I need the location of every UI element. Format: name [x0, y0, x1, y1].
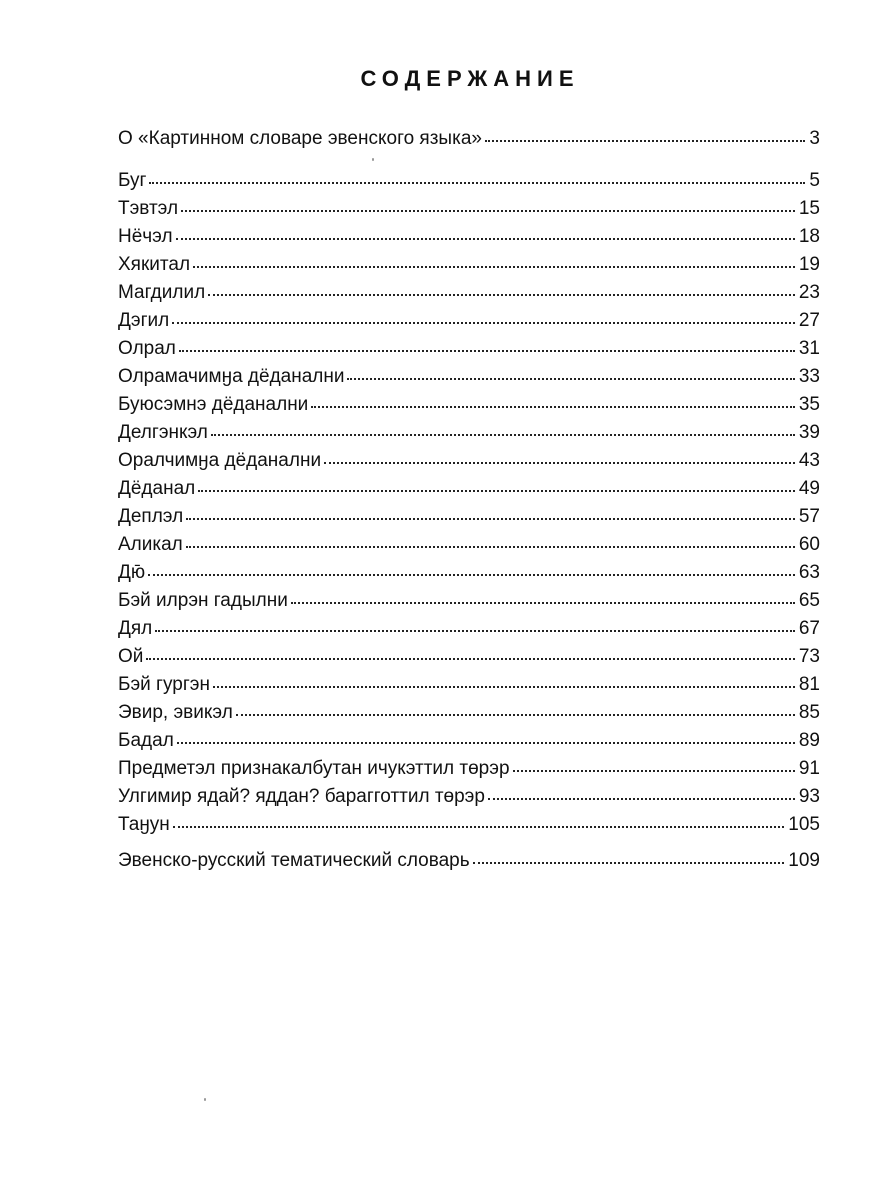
- toc-entry-title: Буюсэмнэ дёданални: [118, 394, 309, 415]
- toc-entry-page-number: 105: [788, 814, 820, 835]
- toc-entry: [118, 560, 820, 584]
- toc-entry-page-number: 91: [798, 758, 820, 779]
- toc-entry: [118, 672, 820, 696]
- toc-entry-title: О «Картинном словаре эвенского языка»: [118, 128, 482, 149]
- toc-entry-title: Эвир, эвикэл: [118, 702, 233, 723]
- toc-entry-page-number: 15: [798, 198, 820, 219]
- toc-entry: [118, 616, 820, 640]
- toc-entry-page-number: 57: [798, 506, 820, 527]
- toc-entry: [118, 336, 820, 360]
- dot-leader: [208, 280, 795, 298]
- dot-leader: [513, 756, 795, 774]
- toc-entry-title: Хякитал: [118, 254, 191, 275]
- toc-entry: [118, 588, 820, 612]
- dot-leader: [347, 364, 794, 382]
- toc-entry-page-number: 27: [798, 310, 820, 331]
- dot-leader: [291, 588, 795, 606]
- toc-entry: [118, 848, 820, 872]
- toc-entry-page-number: 109: [788, 850, 820, 871]
- toc-entry-page-number: 60: [798, 534, 820, 555]
- toc-entry-title: Олрамачимӈа дёданални: [118, 366, 345, 387]
- dot-leader: [177, 728, 795, 746]
- toc-entry-page-number: 35: [798, 394, 820, 415]
- dot-leader: [176, 224, 795, 242]
- toc-entry: [118, 168, 820, 192]
- dot-leader: [186, 504, 795, 522]
- toc-entry: [118, 448, 820, 472]
- dot-leader: [473, 848, 785, 866]
- toc-entry-page-number: 67: [798, 618, 820, 639]
- dot-leader: [213, 672, 795, 690]
- dot-leader: [149, 168, 805, 186]
- dot-leader: [236, 700, 795, 718]
- toc-entry-page-number: 23: [798, 282, 820, 303]
- toc-entry: [118, 364, 820, 388]
- toc-entry-title: Бэй гургэн: [118, 674, 210, 695]
- toc-entry-page-number: 89: [798, 730, 820, 751]
- toc-entry-title: Оралчимӈа дёданални: [118, 450, 322, 471]
- toc-entry-page-number: 65: [798, 590, 820, 611]
- toc-entry-title: Бэй илрэн гадылни: [118, 590, 288, 611]
- toc-entry: [118, 532, 820, 556]
- toc-entry-page-number: 33: [798, 366, 820, 387]
- toc-entry: [118, 308, 820, 332]
- toc-entry-title: Магдилил: [118, 282, 206, 303]
- toc-entry-page-number: 18: [798, 226, 820, 247]
- toc-entry-title: Бадал: [118, 730, 174, 751]
- dot-leader: [324, 448, 795, 466]
- dot-leader: [148, 560, 795, 578]
- toc-entry-title: Дёданал: [118, 478, 196, 499]
- dot-leader: [193, 252, 795, 270]
- dot-leader: [311, 392, 795, 410]
- toc-entry: [118, 756, 820, 780]
- scan-speck: [372, 158, 374, 161]
- dot-leader: [485, 126, 805, 144]
- toc-entry-page-number: 73: [798, 646, 820, 667]
- toc-entry-title: Улгимир ядай? яддан? барагготтил төрэр: [118, 786, 485, 807]
- toc-entry-title: Таӈун: [118, 814, 170, 835]
- dot-leader: [211, 420, 795, 438]
- toc-entry-page-number: 31: [798, 338, 820, 359]
- toc-entry-page-number: 5: [809, 170, 820, 191]
- dot-leader: [173, 812, 784, 830]
- toc-entry-title: Деплэл: [118, 506, 184, 527]
- toc-entry-title: Предметэл признакалбутан ичукэттил төрэр: [118, 758, 510, 779]
- dot-leader: [146, 644, 794, 662]
- toc-entry: [118, 476, 820, 500]
- toc-entry: [118, 644, 820, 668]
- toc-entry: [118, 812, 820, 836]
- toc-entry-title: Делгэнкэл: [118, 422, 208, 443]
- toc-entry-page-number: 3: [809, 128, 820, 149]
- toc-entry: [118, 392, 820, 416]
- toc-entry-page-number: 63: [798, 562, 820, 583]
- toc-entry: [118, 126, 820, 150]
- toc-entry-title: Нёчэл: [118, 226, 173, 247]
- toc-entry-title: Тэвтэл: [118, 198, 179, 219]
- dot-leader: [186, 532, 795, 550]
- dot-leader: [488, 784, 795, 802]
- toc-entry: [118, 728, 820, 752]
- dot-leader: [198, 476, 795, 494]
- toc-entry-page-number: 81: [798, 674, 820, 695]
- toc-entry: [118, 252, 820, 276]
- dot-leader: [172, 308, 795, 326]
- toc-entry-page-number: 93: [798, 786, 820, 807]
- toc-entry: [118, 420, 820, 444]
- toc-entry-title: Олрал: [118, 338, 176, 359]
- toc-entry-page-number: 49: [798, 478, 820, 499]
- dot-leader: [155, 616, 795, 634]
- toc-entry: [118, 784, 820, 808]
- scan-speck: [204, 1098, 206, 1101]
- toc-entry-page-number: 43: [798, 450, 820, 471]
- toc-entry: [118, 700, 820, 724]
- toc-entry-title: Дял: [118, 618, 153, 639]
- toc-entry-page-number: 19: [798, 254, 820, 275]
- dot-leader: [181, 196, 795, 214]
- dot-leader: [179, 336, 795, 354]
- toc-entry-page-number: 39: [798, 422, 820, 443]
- toc-entry: [118, 196, 820, 220]
- toc-entry-title: Эвенско-русский тематический словарь: [118, 850, 470, 871]
- toc-entry-title: Аликал: [118, 534, 183, 555]
- toc-entry-title: Буг: [118, 170, 147, 191]
- page-title: СОДЕРЖАНИЕ: [360, 66, 580, 91]
- toc-entry: [118, 280, 820, 304]
- toc-entry: [118, 224, 820, 248]
- toc-entry-title: Дю̄: [118, 562, 146, 583]
- toc-entry-title: Дэгил: [118, 310, 170, 331]
- toc-entry-title: Ой: [118, 646, 144, 667]
- toc-entry: [118, 504, 820, 528]
- toc-entry-page-number: 85: [798, 702, 820, 723]
